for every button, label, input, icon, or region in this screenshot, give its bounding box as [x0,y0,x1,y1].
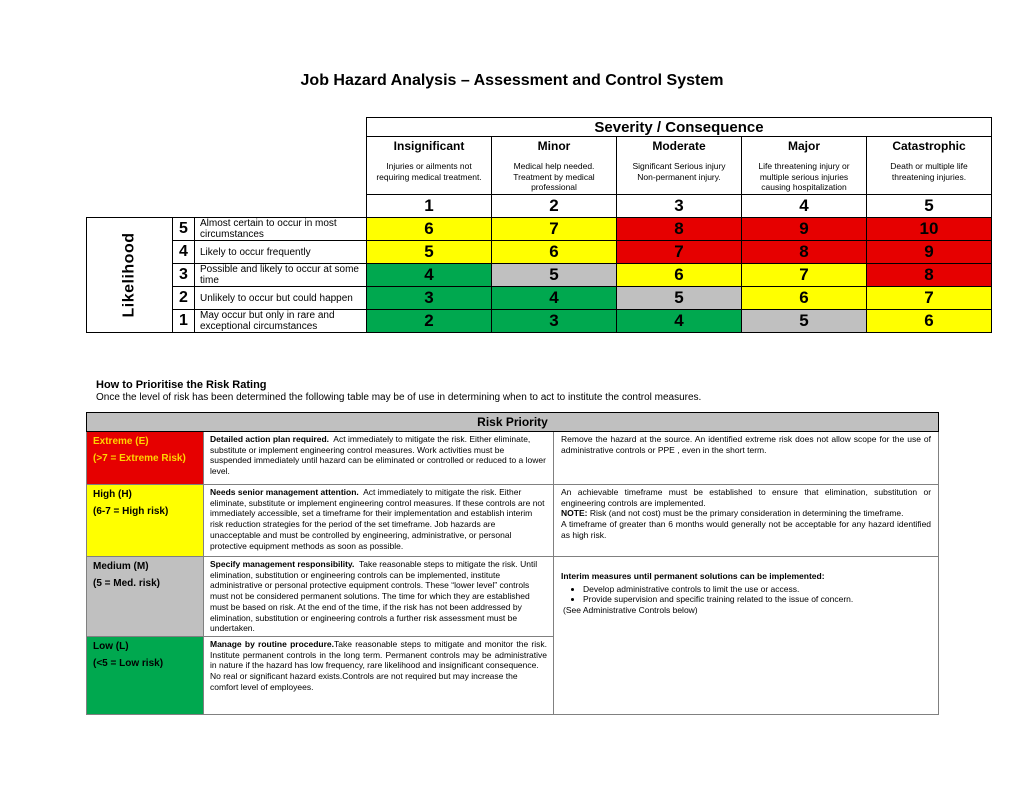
likelihood-row [87,264,992,287]
risk-cell: 5 [492,264,617,287]
priority-level-range: (>7 = Extreme Risk) [93,453,186,464]
severity-score: 4 [742,195,867,218]
risk-cell: 6 [867,310,992,333]
risk-cell: 6 [367,218,492,241]
severity-score: 5 [867,195,992,218]
risk-cell: 4 [492,287,617,310]
severity-name: Catastrophic [892,139,966,153]
section-intro: Once the level of risk has been determined the following table may be of use in determining when to act to institute the control measures. [96,392,702,403]
severity-description: Significant Serious injury Non-permanent injury. [632,161,726,182]
risk-cell: 7 [492,218,617,241]
interim-measures [554,557,939,715]
risk-cell: 3 [492,310,617,333]
risk-cell: 6 [492,241,617,264]
priority-note-text: Risk (and not cost) must be the primary consideration in determining the timeframe. [589,508,904,519]
priority-level-name: Low (L) [93,641,129,652]
severity-description: Life threatening injury or multiple serious injuries causing hospitalization [758,161,850,192]
severity-name: Insignificant [393,139,465,153]
severity-score: 3 [617,195,742,218]
priority-level-range: (6-7 = High risk) [93,506,169,517]
risk-cell: 8 [742,241,867,264]
priority-level-range: (<5 = Low risk) [93,658,164,669]
priority-level [87,557,204,637]
risk-cell: 4 [367,264,492,287]
severity-score: 2 [492,195,617,218]
risk-cell: 5 [742,310,867,333]
priority-action-text: No real or significant hazard exists.Controls are not required but may increase the comfort level of employees. [210,671,518,692]
risk-priority-header: Risk Priority [87,413,939,432]
risk-cell: 9 [742,218,867,241]
severity-name: Minor [537,139,571,153]
risk-cell: 4 [617,310,742,333]
severity-category [367,137,492,195]
risk-cell: 10 [867,218,992,241]
priority-note [554,485,939,557]
priority-action-lead: Specify management responsibility. [210,559,355,569]
priority-level [87,485,204,557]
interim-title: Interim measures until permanent solutions can be implemented: [561,571,825,581]
priority-level [87,637,204,715]
likelihood-description: Almost certain to occur in most circumstances [195,218,367,241]
severity-category [742,137,867,195]
likelihood-score: 2 [173,287,195,310]
likelihood-description: Likely to occur frequently [195,241,367,264]
priority-action [204,432,554,485]
risk-cell: 5 [367,241,492,264]
severity-description: Medical help needed. Treatment by medical professional [513,161,595,192]
priority-action [204,557,554,637]
severity-category [867,137,992,195]
priority-action-lead: Manage by routine procedure. [210,639,335,649]
likelihood-score: 5 [173,218,195,241]
priority-note-text: An achievable timeframe must be established to ensure that elimination, substitution or engineering controls are implemented. [561,487,932,508]
risk-cell: 3 [367,287,492,310]
likelihood-row [87,287,992,310]
priority-level [87,432,204,485]
severity-header: Severity / Consequence [367,118,992,137]
risk-cell: 7 [867,287,992,310]
priority-action [204,637,554,715]
priority-level-name: Extreme (E) [93,436,149,447]
priority-note-text: A timeframe of greater than 6 months would generally not be acceptable for any hazard identified as high risk. [561,519,932,540]
priority-level-name: High (H) [93,489,132,500]
risk-cell: 9 [867,241,992,264]
severity-description: Injuries or ailments not requiring medical treatment. [376,161,482,182]
priority-row-extreme [87,432,939,485]
priority-level-range: (5 = Med. risk) [93,578,160,589]
likelihood-description: Possible and likely to occur at some time [195,264,367,287]
likelihood-label: Likelihood [120,232,138,318]
severity-name: Major [787,139,820,153]
interim-footer: (See Administrative Controls below) [563,605,698,616]
severity-category [617,137,742,195]
risk-cell: 7 [617,241,742,264]
interim-item: • Develop administrative controls to limit the use or access. [583,584,931,595]
likelihood-score: 4 [173,241,195,264]
page-title: Job Hazard Analysis – Assessment and Control System [300,72,724,89]
likelihood-score: 1 [173,310,195,333]
priority-action-lead: Needs senior management attention. [210,487,359,497]
risk-cell: 7 [742,264,867,287]
risk-cell: 6 [617,264,742,287]
risk-cell: 2 [367,310,492,333]
risk-cell: 8 [617,218,742,241]
risk-cell: 8 [867,264,992,287]
likelihood-row [87,241,992,264]
priority-action-text: Take reasonable steps to mitigate the risk. Until elimination, substitution or engineering controls can be implemented, institute administrative or personal protective equipment controls. These “lower level” controls must not be considered permanent solutions. The time for which they are established must be based on risk. At the end of the time, if the risk has not been addressed by elimination, substitution or engineering controls a further risk assessment must be undertaken. [210,559,538,634]
priority-note: Remove the hazard at the source. An identified extreme risk does not allow scope for the use of administrative controls or PPE , even in the short term. [554,432,939,485]
risk-priority-table [86,412,939,715]
priority-level-name: Medium (M) [93,561,149,572]
interim-list [561,584,931,605]
priority-action-text: Take reasonable steps to mitigate and monitor the risk. Institute permanent controls in the long term. Permanent controls may be administrative in nature if the hazard has low frequency, rare likelihood and insignificant consequence. [210,639,548,671]
severity-category [492,137,617,195]
priority-row-medium [87,557,939,637]
risk-cell: 6 [742,287,867,310]
severity-description: Death or multiple life threatening injuries. [890,161,968,182]
priority-action [204,485,554,557]
note-label: NOTE: [561,508,588,519]
severity-name: Moderate [652,139,706,153]
priority-row-high [87,485,939,557]
priority-action-lead: Detailed action plan required. [210,434,330,444]
priority-action-text: Act immediately to mitigate the risk. Either eliminate, substitute or implement engineering control measures. If these controls are not immediately accessible, set a timeframe for their implementation and establish interim risk reduction strategies for the period of the set timeframe. Job hazards are unacceptable and must be controlled by engineering, administrative, or personal protective equipment methods as soon as possible. [210,487,545,551]
likelihood-description: May occur but only in rare and exceptional circumstances [195,310,367,333]
likelihood-row [87,218,992,241]
severity-score: 1 [367,195,492,218]
interim-item: • Provide supervision and specific training related to the issue of concern. [583,594,931,605]
likelihood-row [87,310,992,333]
risk-cell: 5 [617,287,742,310]
risk-matrix [86,117,992,333]
likelihood-score: 3 [173,264,195,287]
section-heading: How to Prioritise the Risk Rating [96,379,267,391]
likelihood-axis [87,218,173,333]
priority-action-text: Act immediately to mitigate the risk. Either eliminate, substitute or implement engineering control measures. Work activities must be suspended immediately until hazard can be eliminated or controlled or reduced to a lower level. [210,434,546,477]
likelihood-description: Unlikely to occur but could happen [195,287,367,310]
